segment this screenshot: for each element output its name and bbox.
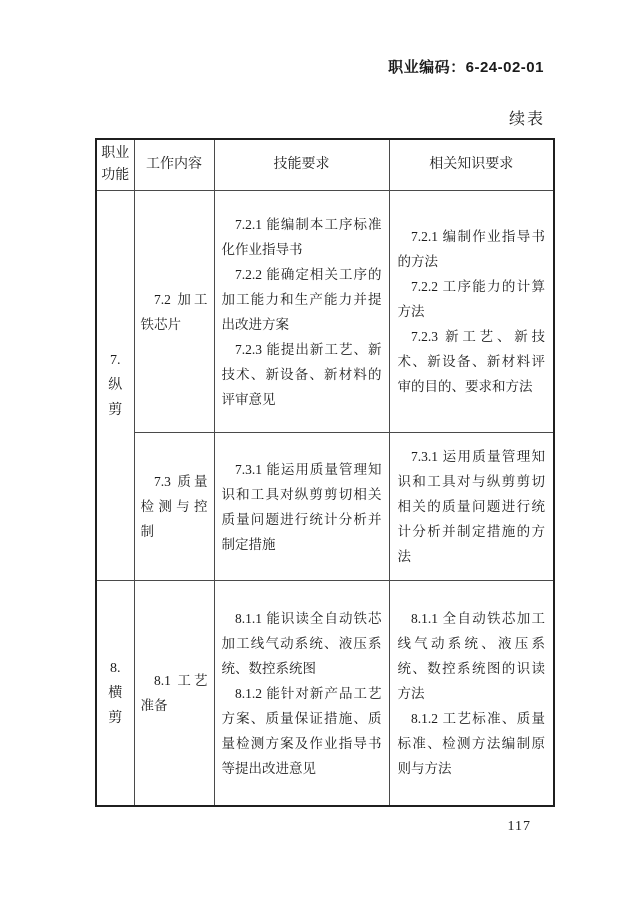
table-row-7-3 [96,433,554,581]
knowledge-list [390,606,554,781]
knowledge-item: 8.1.2 工艺标准、质量标准、检测方法编制原则与方法 [397,710,545,776]
knowledge-item: 7.2.3 新工艺、新技术、新设备、新材料评审的目的、要求和方法 [397,329,545,394]
skills-list [215,457,389,557]
skill-item: 8.1.1 能识读全自动铁芯加工线气动系统、液压系统、数控系统图 [221,610,382,676]
table-row-8-1 [96,581,554,807]
header-cell-skill-requirements: 技能要求 [214,139,389,191]
work-content-label-7-3: 7.3 质量检测与控制 [140,474,208,539]
skills-cell-7-3 [214,433,389,581]
skill-item: 7.2.1 能编制本工序标准化作业指导书 [221,216,382,257]
header-row [96,139,554,191]
knowledge-item: 8.1.1 全自动铁芯加工线气动系统、液压系统、数控系统图的识读方法 [397,610,545,701]
header-cell-work-content: 工作内容 [134,139,214,191]
function-cell-7 [96,191,134,581]
knowledge-cell-7-3 [389,433,554,581]
skills-cell-8-1 [214,581,389,807]
skill-item: 7.2.2 能确定相关工序的加工能力和生产能力并提出改进方案 [221,266,382,332]
work-content-label-8-1: 8.1 工艺准备 [140,673,208,713]
function-cell-8 [96,581,134,807]
continued-table-label: 续表 [508,111,545,128]
knowledge-item: 7.2.1 编制作业指导书的方法 [397,229,545,269]
skills-list [215,606,389,781]
skill-item: 7.2.3 能提出新工艺、新技术、新设备、新材料的评审意见 [221,341,382,407]
knowledge-item: 7.2.2 工序能力的计算方法 [397,279,545,319]
skills-list [215,212,389,412]
requirements-table [95,138,555,807]
work-content-label-7-2: 7.2 加工铁芯片 [140,291,208,332]
work-cell-7-2 [134,191,214,433]
skill-item: 8.1.2 能针对新产品工艺方案、质量保证措施、质量检测方案及作业指导书等提出改进意见 [221,685,382,776]
knowledge-list [390,224,554,399]
header-cell-knowledge-requirements: 相关知识要求 [389,139,554,191]
table-row-7-2 [96,191,554,433]
skill-item: 7.3.1 能运用质量管理知识和工具对纵剪剪切相关质量问题进行统计分析并制定措施 [221,461,382,552]
function-label-7: 7. 纵剪 [108,353,123,418]
skills-cell-7-2 [214,191,389,433]
knowledge-list [390,444,554,569]
work-cell-7-3 [134,433,214,581]
function-label-8: 8. 横剪 [108,660,123,726]
page-number: 117 [507,819,531,834]
work-cell-8-1 [134,581,214,807]
occupation-code-label: 职业编码：6-24-02-01 [388,59,544,76]
knowledge-item: 7.3.1 运用质量管理知识和工具对与纵剪剪切相关的质量问题进行统计分析并制定措施的方法 [397,449,545,564]
knowledge-cell-7-2 [389,191,554,433]
header-cell-occupational-function: 职业功能 [96,139,134,191]
knowledge-cell-8-1 [389,581,554,807]
